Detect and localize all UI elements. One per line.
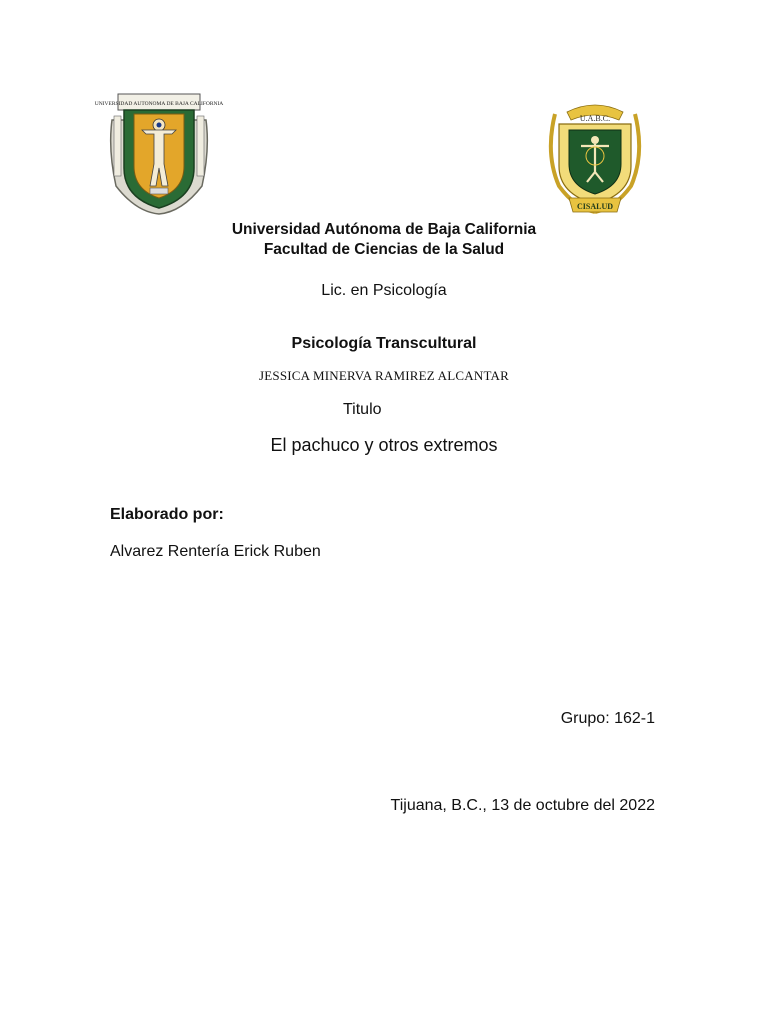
cisalud-logo — [545, 94, 645, 218]
course-name: Psicología Transcultural — [291, 335, 477, 352]
place-date: Tijuana, B.C., 13 de octubre del 2022 — [390, 797, 655, 814]
university-name: Universidad Autónoma de Baja California — [231, 221, 537, 238]
logo-right-top-text: U.A.B.C. — [579, 114, 611, 123]
logo-right-bottom-text: CISALUD — [576, 202, 614, 211]
logo-left-banner: UNIVERSIDAD AUTONOMA DE BAJA CALIFORNIA — [94, 101, 224, 107]
group-number: Grupo: 162-1 — [560, 710, 655, 727]
uabc-logo — [94, 90, 224, 216]
prepared-by-label: Elaborado por: — [110, 506, 224, 523]
author-name: Alvarez Rentería Erick Ruben — [110, 543, 321, 560]
title-label: Titulo — [343, 401, 382, 418]
teacher-name: JESSICA MINERVA RAMIREZ ALCANTAR — [258, 368, 510, 383]
document-title: El pachuco y otros extremos — [270, 435, 498, 455]
institution-header — [0, 220, 768, 260]
program-name: Lic. en Psicología — [321, 282, 447, 299]
faculty-name: Facultad de Ciencias de la Salud — [263, 241, 505, 258]
